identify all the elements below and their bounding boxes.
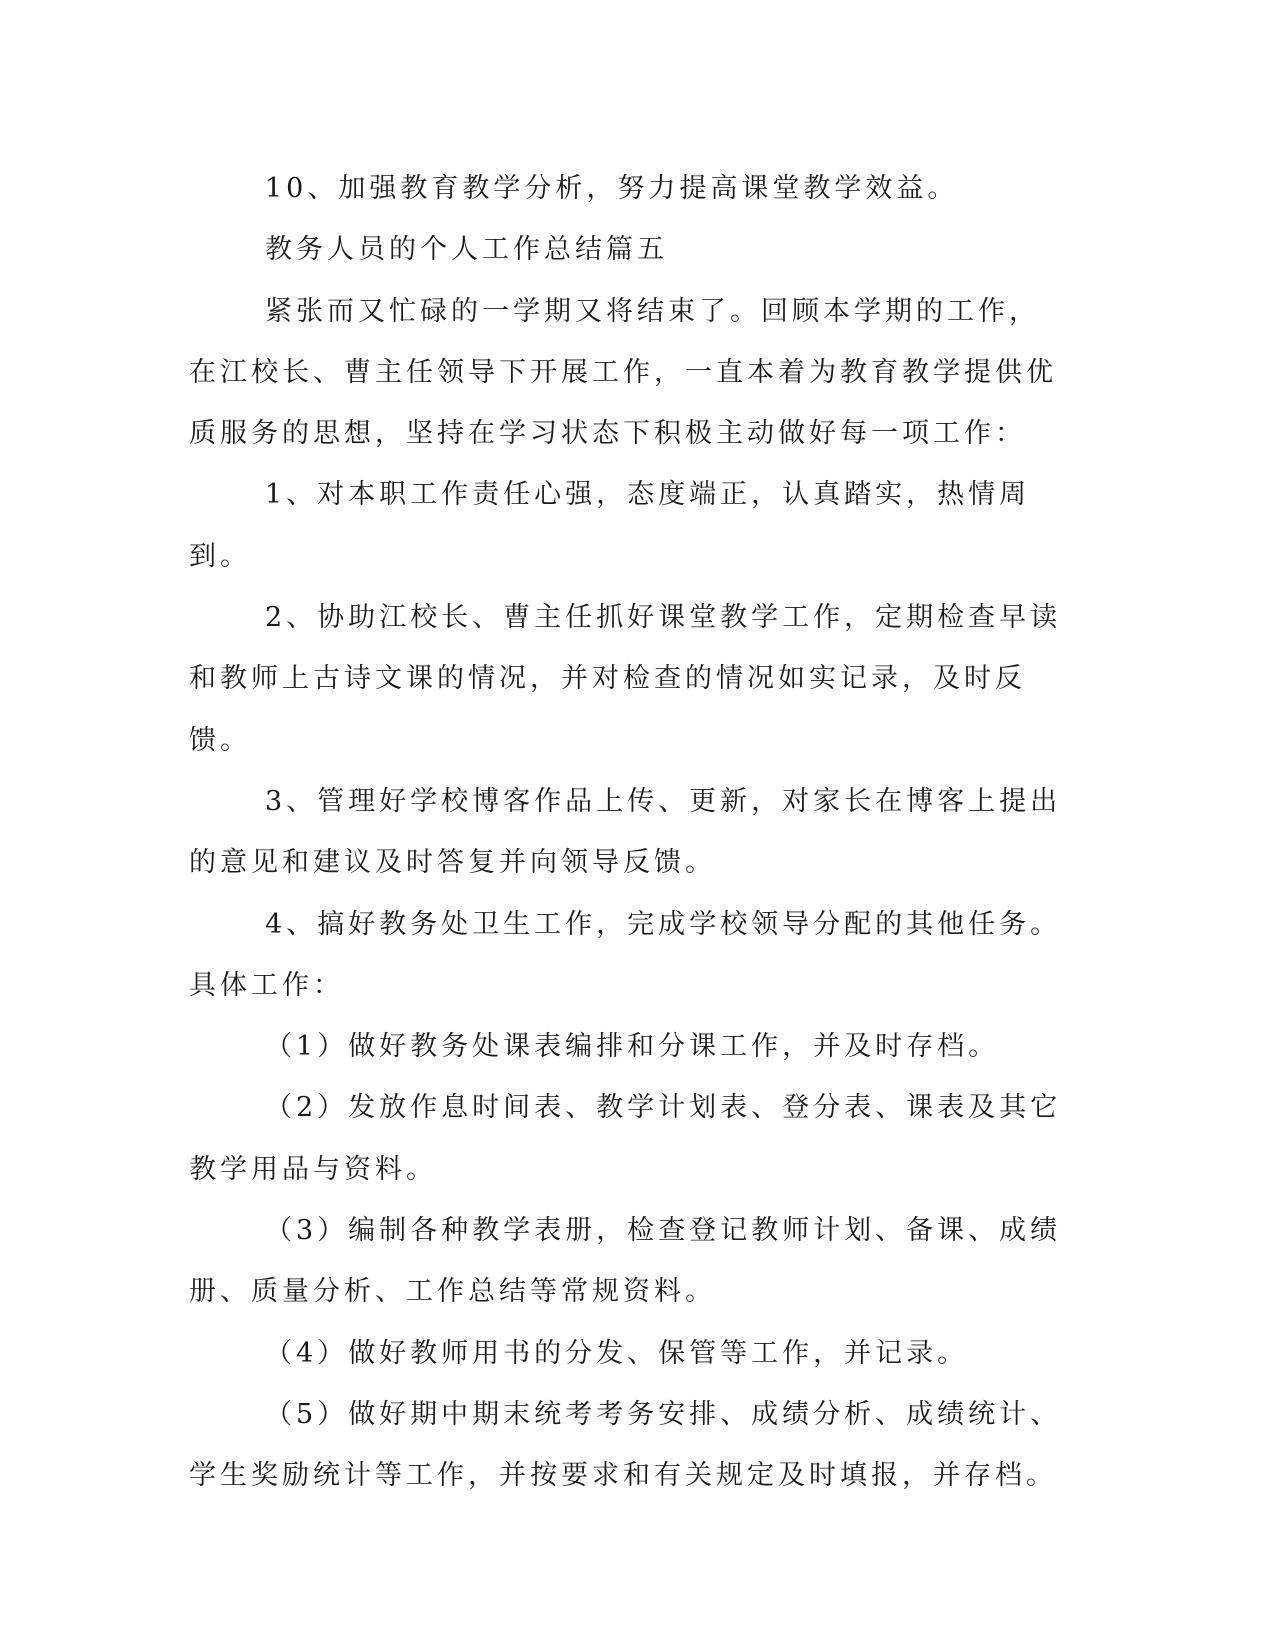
sub-item-1: （1）做好教务处课表编排和分课工作，并及时存档。 xyxy=(265,1031,1000,1063)
sub-item-5: （5）做好期中期末统考考务安排、成绩分析、成绩统计、学生奖励统计等工作，并按要求和有关规定及时填报，并存档。 xyxy=(189,1398,1062,1492)
paragraph-item-10: 10、加强教育教学分析，努力提高课堂教学效益。 xyxy=(265,173,959,204)
document-body xyxy=(189,158,1069,1507)
sub-item-4: （4）做好教师用书的分发、保管等工作，并记录。 xyxy=(265,1337,969,1369)
paragraph-item-1: 1、对本职工作责任心强，态度端正，认真踏实，热情周到。 xyxy=(189,479,1031,572)
sub-item-3: （3）编制各种教学表册，检查登记教师计划、备课、成绩册、质量分析、工作总结等常规资料。 xyxy=(189,1215,1062,1308)
paragraph-item-3: 3、管理好学校博客作品上传、更新，对家长在博客上提出的意见和建议及时答复并向领导反馈。 xyxy=(189,785,1062,879)
intro-paragraph: 紧张而又忙碌的一学期又将结束了。回顾本学期的工作，在江校长、曹主任领导下开展工作，一直本着为教育教学提供优质服务的思想，坚持在学习状态下积极主动做好每一项工作： xyxy=(189,295,1057,450)
paragraph-item-4: 4、搞好教务处卫生工作，完成学校领导分配的其他任务。具体工作： xyxy=(189,908,1062,1001)
paragraph-item-2: 2、协助江校长、曹主任抓好课堂教学工作，定期检查早读和教师上古诗文课的情况，并对检查的情况如实记录，及时反馈。 xyxy=(189,602,1062,756)
sub-item-2: （2）发放作息时间表、教学计划表、登分表、课表及其它教学用品与资料。 xyxy=(189,1092,1062,1185)
section-heading: 教务人员的个人工作总结篇五 xyxy=(265,234,668,266)
